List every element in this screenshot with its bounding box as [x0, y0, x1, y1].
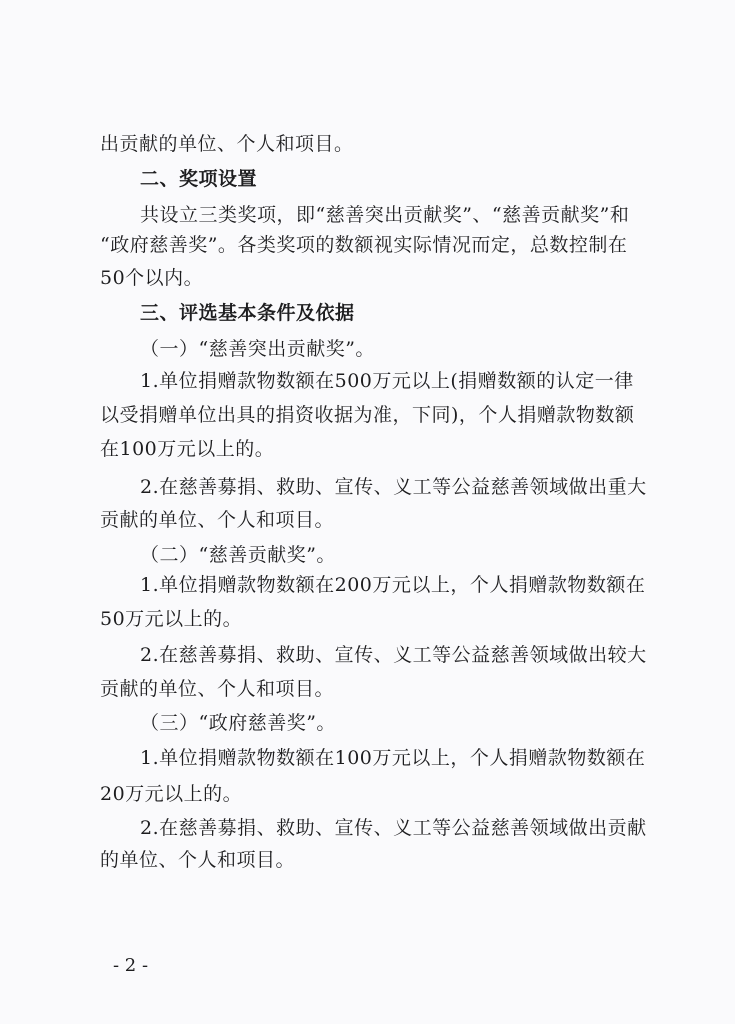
body-line: 出贡献的单位、个人和项目。 [100, 133, 354, 155]
body-line: 以受捐赠单位出具的捐资收据为准，下同)，个人捐赠款物数额 [100, 404, 635, 426]
body-line: 50个以内。 [100, 267, 204, 289]
body-line: “政府慈善奖”。各类奖项的数额视实际情况而定，总数控制在 [100, 234, 628, 256]
body-line: 共设立三类奖项，即“慈善突出贡献奖”、“慈善贡献奖”和 [140, 204, 630, 226]
body-line: 20万元以上的。 [100, 783, 243, 805]
body-line: 1.单位捐赠款物数额在100万元以上，个人捐赠款物数额在 [140, 747, 646, 769]
subsection-heading: （一）“慈善突出贡献奖”。 [140, 338, 375, 360]
subsection-heading: （三）“政府慈善奖”。 [140, 712, 336, 734]
page-number: - 2 - [113, 955, 149, 976]
body-line: 在100万元以上的。 [100, 438, 275, 460]
section-heading: 二、奖项设置 [140, 168, 258, 190]
body-line: 2.在慈善募捐、救助、宣传、义工等公益慈善领域做出重大 [140, 476, 647, 498]
body-line: 2.在慈善募捐、救助、宣传、义工等公益慈善领域做出贡献 [140, 817, 647, 839]
body-line: 50万元以上的。 [100, 608, 243, 630]
body-line: 2.在慈善募捐、救助、宣传、义工等公益慈善领域做出较大 [140, 644, 647, 666]
body-line: 的单位、个人和项目。 [100, 849, 296, 871]
section-heading: 三、评选基本条件及依据 [140, 302, 355, 324]
body-line: 1.单位捐赠款物数额在200万元以上，个人捐赠款物数额在 [140, 574, 646, 596]
body-line: 贡献的单位、个人和项目。 [100, 509, 335, 531]
body-line: 1.单位捐赠款物数额在500万元以上(捐赠数额的认定一律 [140, 370, 634, 392]
subsection-heading: （二）“慈善贡献奖”。 [140, 544, 336, 566]
body-line: 贡献的单位、个人和项目。 [100, 678, 335, 700]
